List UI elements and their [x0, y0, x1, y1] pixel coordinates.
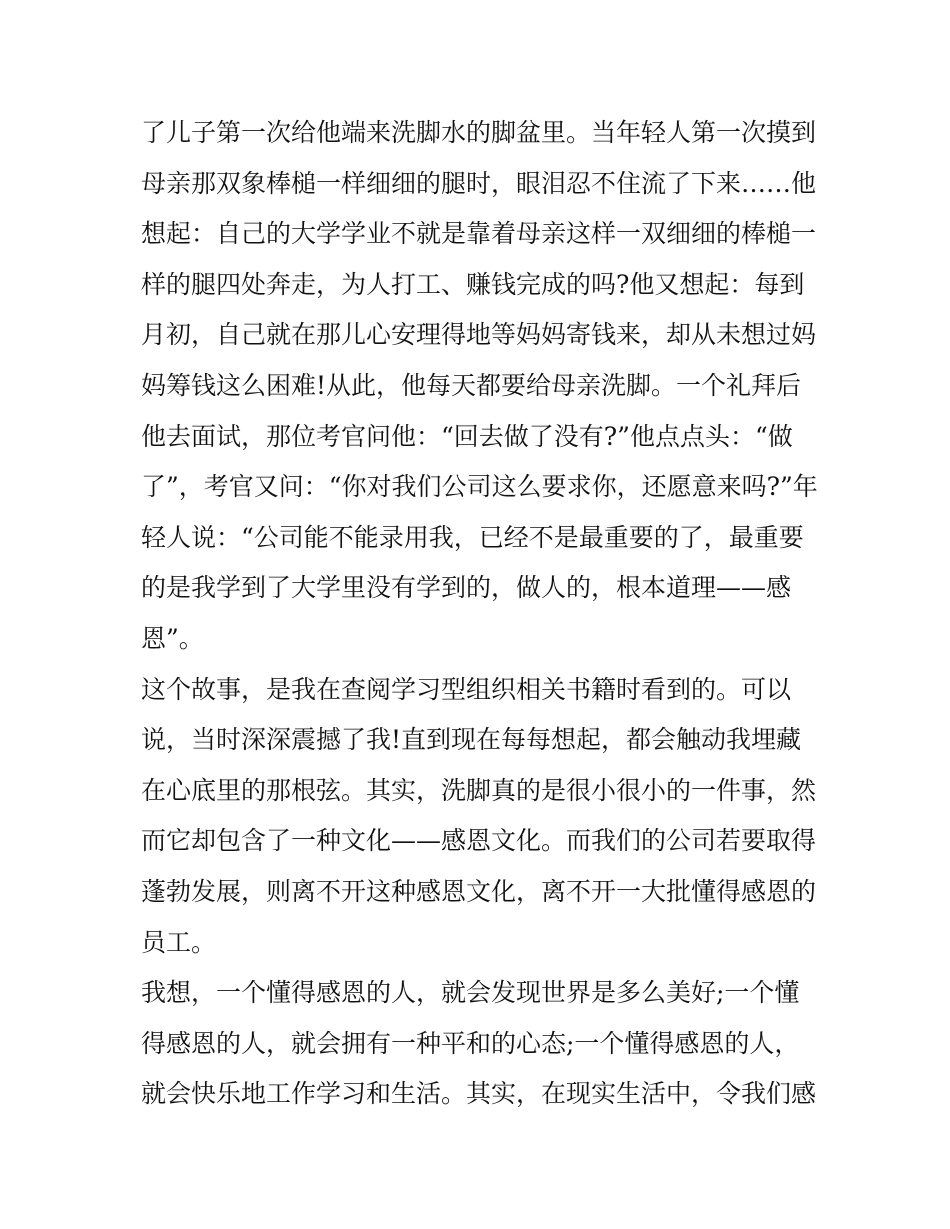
text-line: 蓬勃发展，则离不开这种感恩文化，离不开一大批懂得感恩的	[141, 876, 817, 906]
text-line: 他去面试，那位考官问他：“回去做了没有?”他点点头：“做	[141, 421, 793, 451]
text-line: 恩”。	[141, 623, 204, 653]
text-line: 说，当时深深震撼了我!直到现在每每想起，都会触动我埋藏	[141, 725, 802, 755]
text-line: 这个故事，是我在查阅学习型组织相关书籍时看到的。可以	[141, 674, 792, 704]
body-text	[141, 108, 831, 1120]
text-line: 在心底里的那根弦。其实，洗脚真的是很小很小的一件事，然	[141, 775, 817, 805]
text-line: 了”，考官又问：“你对我们公司这么要求你，还愿意来吗?”年	[141, 472, 818, 502]
text-line: 员工。	[141, 927, 217, 957]
text-line: 而它却包含了一种文化——感恩文化。而我们的公司若要取得	[141, 826, 817, 856]
text-line: 母亲那双象棒槌一样细细的腿时，眼泪忍不住流了下来……他	[141, 168, 817, 198]
text-line: 了儿子第一次给他端来洗脚水的脚盆里。当年轻人第一次摸到	[141, 118, 817, 147]
text-line: 我想，一个懂得感恩的人，就会发现世界是多么美好;一个懂	[141, 978, 800, 1008]
text-line: 妈筹钱这么困难!从此，他每天都要给母亲洗脚。一个礼拜后	[141, 370, 802, 400]
text-line: 样的腿四处奔走，为人打工、赚钱完成的吗?他又想起：每到	[141, 269, 805, 299]
text-line: 得感恩的人，就会拥有一种平和的心态;一个懂得感恩的人，	[141, 1028, 800, 1058]
text-line: 月初，自己就在那儿心安理得地等妈妈寄钱来，却从未想过妈	[141, 320, 817, 350]
text-line: 的是我学到了大学里没有学到的，做人的，根本道理——感	[141, 573, 792, 603]
text-line: 想起：自己的大学学业不就是靠着母亲这样一双细细的棒槌一	[141, 219, 817, 249]
text-line: 就会快乐地工作学习和生活。其实，在现实生活中，令我们感	[141, 1079, 817, 1109]
text-line: 轻人说：“公司能不能录用我，已经不是最重要的了，最重要	[141, 522, 804, 552]
